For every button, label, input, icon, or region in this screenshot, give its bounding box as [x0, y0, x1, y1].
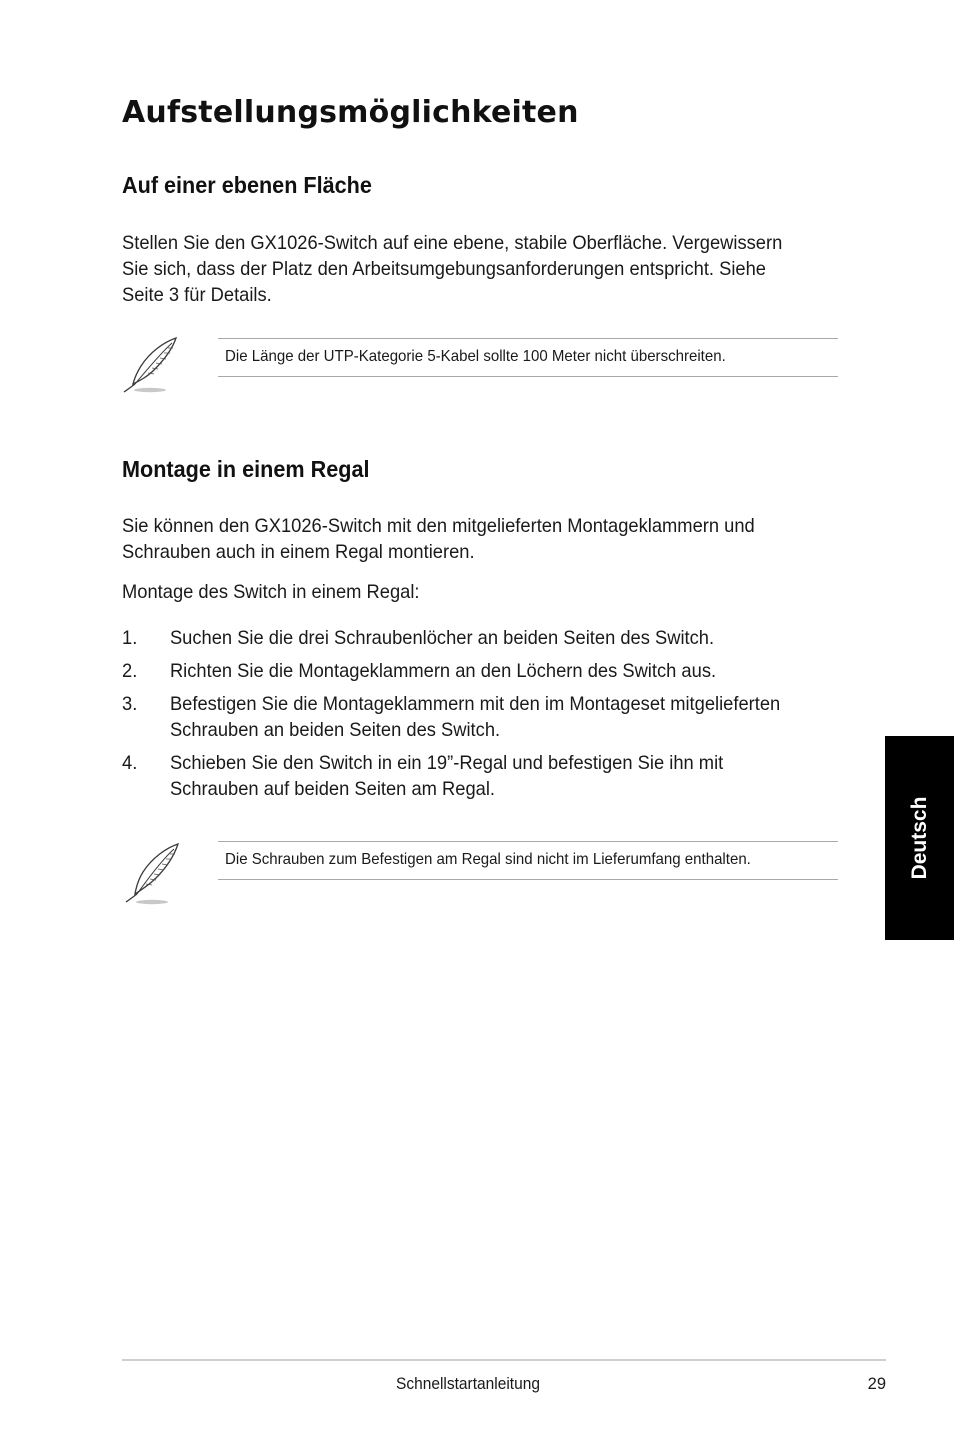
- note-text: Die Länge der UTP-Kategorie 5-Kabel sollte 100 Meter nicht überschreiten.: [225, 348, 726, 365]
- steps-intro: [122, 579, 818, 605]
- footer-divider: [122, 1359, 886, 1361]
- paragraph-line: Schrauben auch in einem Regal montieren.: [122, 541, 475, 563]
- steps-intro-text: Montage des Switch in einem Regal:: [122, 581, 420, 603]
- section-heading-rack-mount: Montage in einem Regal: [122, 456, 370, 482]
- step-line: Schrauben auf beiden Seiten am Regal.: [169, 778, 496, 800]
- page-number: 29: [867, 1375, 886, 1393]
- step-number: 4.: [122, 752, 138, 774]
- paragraph-line: Stellen Sie den GX1026-Switch auf eine ebene, stabile Oberfläche. Vergewissern: [122, 232, 783, 254]
- paragraph-line: Sie sich, dass der Platz den Arbeitsumgebungsanforderungen entspricht. Siehe: [122, 258, 766, 280]
- note-box: [218, 841, 838, 880]
- note-text: Die Schrauben zum Befestigen am Regal sind nicht im Lieferumfang enthalten.: [225, 851, 751, 868]
- step-line: Richten Sie die Montageklammern an den Löchern des Switch aus.: [169, 660, 717, 682]
- step-text: [170, 658, 818, 684]
- paragraph-line: Sie können den GX1026-Switch mit den mitgelieferten Montageklammern und: [122, 515, 755, 537]
- step-line: Befestigen Sie die Montageklammern mit den im Montageset mitgelieferten: [169, 693, 781, 715]
- language-side-tab: [885, 736, 954, 940]
- side-tab-label: Deutsch: [907, 796, 931, 880]
- step-text: [170, 750, 818, 802]
- feather-icon: [122, 840, 184, 902]
- feather-icon: [120, 334, 182, 396]
- page-title: Aufstellungsmöglichkeiten: [122, 95, 579, 130]
- step-line: Suchen Sie die drei Schraubenlöcher an beiden Seiten des Switch.: [169, 627, 715, 649]
- step-line: Schieben Sie den Switch in ein 19”-Regal und befestigen Sie ihn mit: [169, 752, 724, 774]
- footer-title: Schnellstartanleitung: [396, 1375, 540, 1393]
- step-number: 2.: [122, 660, 138, 682]
- step-text: [170, 691, 818, 743]
- step-number: 1.: [122, 627, 138, 649]
- rack-mount-intro: [122, 513, 818, 565]
- note-box: [218, 338, 838, 377]
- step-number: 3.: [122, 693, 138, 715]
- step-line: Schrauben an beiden Seiten des Switch.: [169, 719, 501, 741]
- paragraph-line: Seite 3 für Details.: [122, 284, 272, 306]
- list-item: [122, 691, 818, 743]
- steps-list: [122, 625, 862, 809]
- flat-surface-paragraph: [122, 230, 818, 308]
- list-item: [122, 625, 818, 651]
- section-heading-flat-surface: Auf einer ebenen Fläche: [122, 172, 372, 198]
- list-item: [122, 750, 818, 802]
- step-text: [170, 625, 818, 651]
- list-item: [122, 658, 818, 684]
